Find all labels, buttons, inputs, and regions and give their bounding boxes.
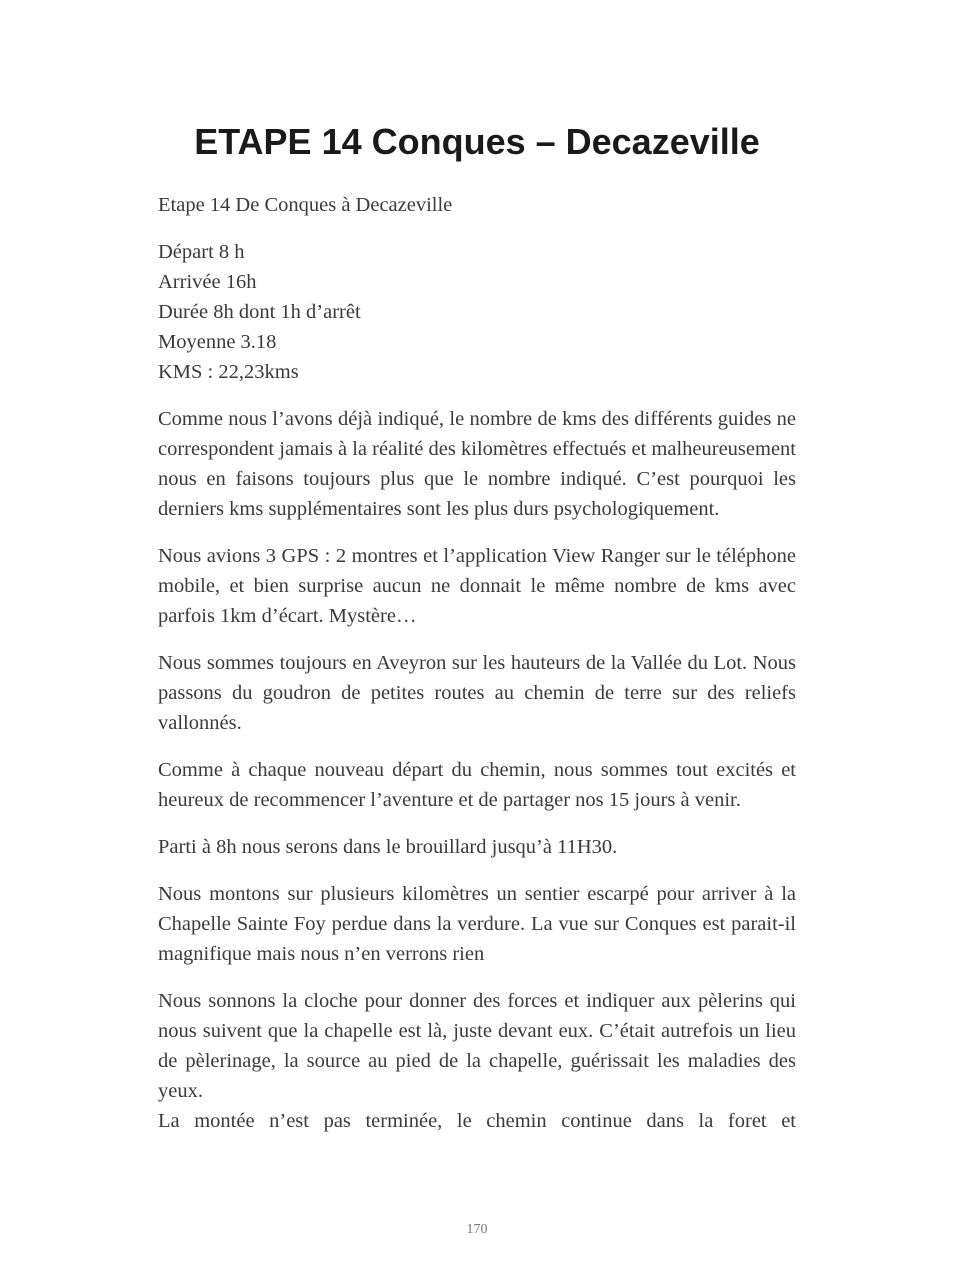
paragraph-gps-distance: Comme nous l’avons déjà indiqué, le nombre de kms des différents guides ne correspondent jamais à la réalité des kilomètres effectués et malheureusement nous en faisons toujours plus que le nombre indiqué. C’est pourquoi les derniers kms supplémentaires sont les plus durs psychologiquement. <box>158 408 796 520</box>
document-body <box>158 190 796 1136</box>
paragraph-fog: Parti à 8h nous serons dans le brouillard jusqu’à 11H30. <box>158 836 618 858</box>
stat-average: Moyenne 3.18 <box>158 331 277 353</box>
stat-distance: KMS : 22,23kms <box>158 361 299 383</box>
paragraph-aveyron: Nous sommes toujours en Aveyron sur les hauteurs de la Vallée du Lot. Nous passons du goudron de petites routes au chemin de terre sur des reliefs vallonnés. <box>158 652 796 734</box>
stage-stats <box>158 237 796 387</box>
stat-arrival: Arrivée 16h <box>158 271 257 293</box>
paragraph-gps-devices: Nous avions 3 GPS : 2 montres et l’application View Ranger sur le téléphone mobile, et bien surprise aucun ne donnait le même nombre de kms avec parfois 1km d’écart. Mystère… <box>158 545 796 627</box>
page-title: ETAPE 14 Conques – Decazeville <box>194 121 760 162</box>
stage-subtitle: Etape 14 De Conques à Decazeville <box>158 194 453 216</box>
paragraph-climb-continues: La montée n’est pas terminée, le chemin continue dans la foret et <box>158 1110 796 1132</box>
stat-departure: Départ 8 h <box>158 241 245 263</box>
paragraph-new-departure: Comme à chaque nouveau départ du chemin, nous sommes tout excités et heureux de recommencer l’aventure et de partager nos 15 jours à venir. <box>158 759 796 811</box>
paragraph-chapel-climb: Nous montons sur plusieurs kilomètres un sentier escarpé pour arriver à la Chapelle Sainte Foy perdue dans la verdure. La vue sur Conques est parait-il magnifique mais nous n’en verrons rien <box>158 883 796 965</box>
page-number: 170 <box>466 1222 488 1237</box>
paragraph-bell: Nous sonnons la cloche pour donner des forces et indiquer aux pèlerins qui nous suivent que la chapelle est là, juste devant eux. C’était autrefois un lieu de pèlerinage, la source au pied de la chapelle, guérissait les maladies des yeux. <box>158 990 796 1102</box>
stat-duration: Durée 8h dont 1h d’arrêt <box>158 301 361 323</box>
